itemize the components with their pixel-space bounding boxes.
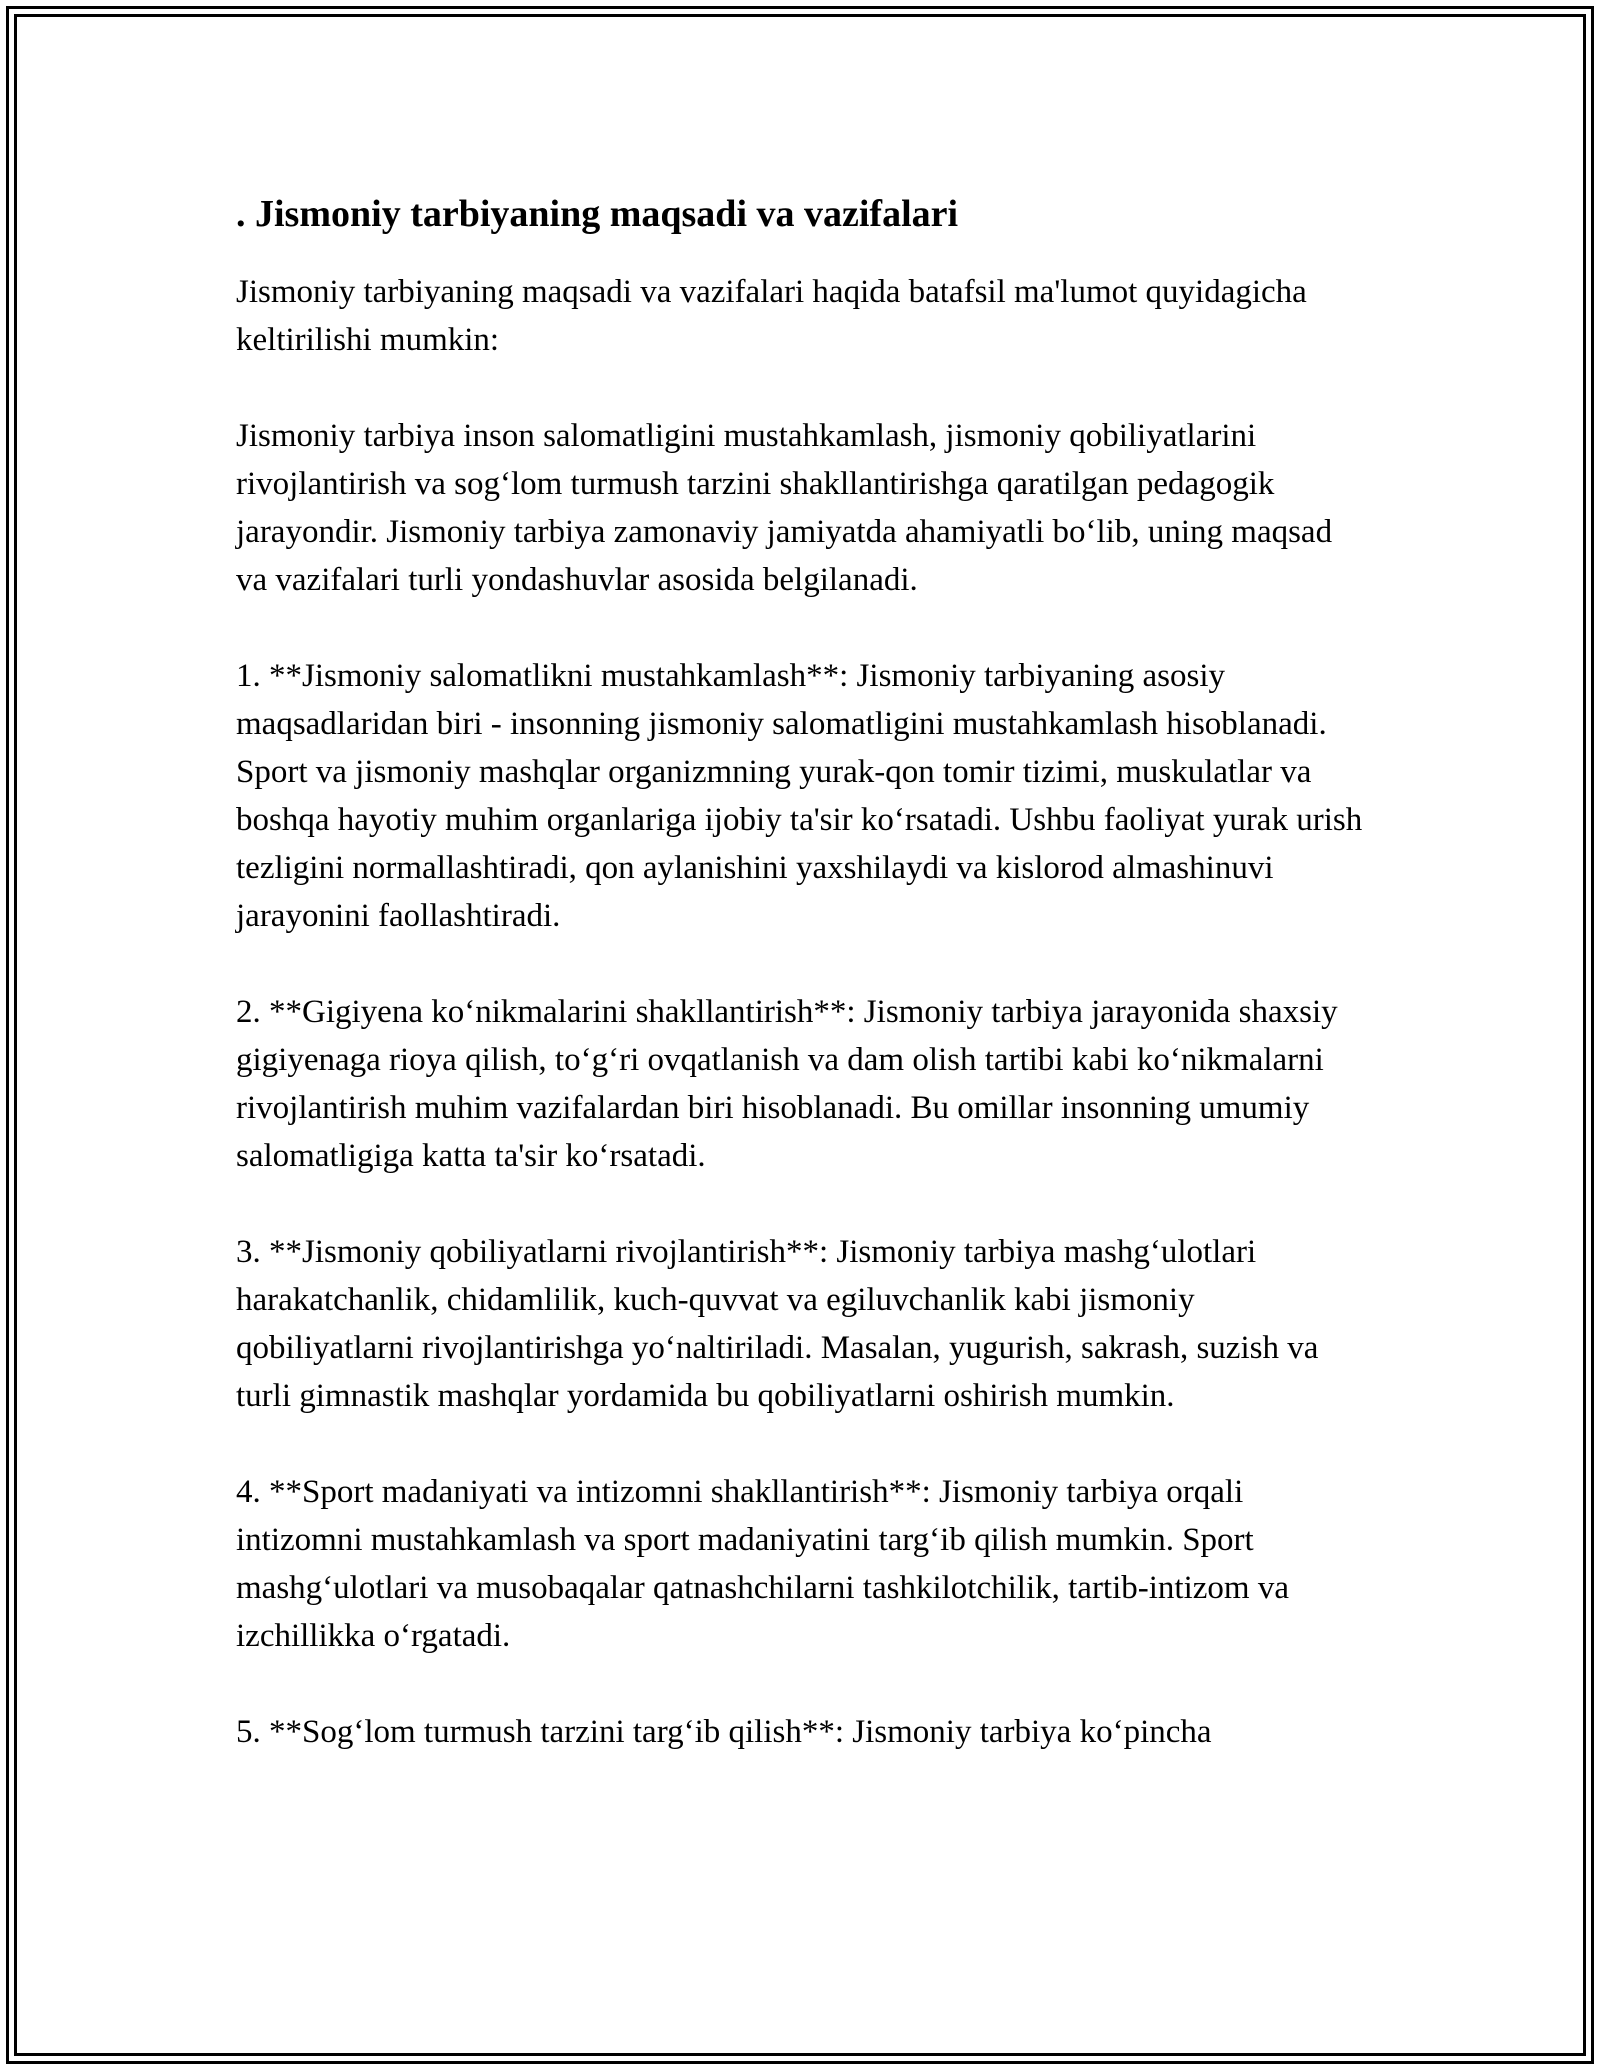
list-item-2: 2. **Gigiyena ko‘nikmalarini shakllantirish**: Jismoniy tarbiya jarayonida shaxsiy gigiyenaga rioya qilish, to‘g‘ri ovqatlanish va dam olish tartibi kabi ko‘nikmalarni rivojlantirish muhim vazifalardan biri hisoblanadi. Bu omillar insonning umumiy salomatligiga katta ta'sir ko‘rsatadi.: [236, 994, 1338, 1174]
list-item-1: 1. **Jismoniy salomatlikni mustahkamlash**: Jismoniy tarbiyaning asosiy maqsadlaridan biri - insonning jismoniy salomatligini mustahkamlash hisoblanadi. Sport va jismoniy mashqlar organizmning yurak-qon tomir tizimi, muskulatlar va boshqa hayotiy muhim organlariga ijobiy ta'sir ko‘rsatadi. Ushbu faoliyat yurak urish tezligini normallashtiradi, qon aylanishini yaxshilaydi va kislorod almashinuvi jarayonini faollashtiradi.: [236, 658, 1363, 934]
document-title: . Jismoniy tarbiyaning maqsadi va vazifalari: [236, 193, 959, 235]
list-item-4: 4. **Sport madaniyati va intizomni shakllantirish**: Jismoniy tarbiya orqali intizomni mustahkamlash va sport madaniyatini targ‘ib qilish mumkin. Sport mashg‘ulotlari va musobaqalar qatnashchilarni tashkilotchilik, tartib-intizom va izchillikka o‘rgatadi.: [236, 1474, 1289, 1654]
list-item-3: 3. **Jismoniy qobiliyatlarni rivojlantirish**: Jismoniy tarbiya mashg‘ulotlari harakatchanlik, chidamlilik, kuch-quvvat va egiluvchanlik kabi jismoniy qobiliyatlarni rivojlantirishga yo‘naltiriladi. Masalan, yugurish, sakrash, suzish va turli gimnastik mashqlar yordamida bu qobiliyatlarni oshirish mumkin.: [236, 1234, 1319, 1414]
list-item-5: 5. **Sog‘lom turmush tarzini targ‘ib qilish**: Jismoniy tarbiya ko‘pincha: [236, 1714, 1212, 1750]
document-body: [236, 186, 1366, 1804]
definition-paragraph: Jismoniy tarbiya inson salomatligini mustahkamlash, jismoniy qobiliyatlarini rivojlantirish va sog‘lom turmush tarzini shakllantirishga qaratilgan pedagogik jarayondir. Jismoniy tarbiya zamonaviy jamiyatda ahamiyatli bo‘lib, uning maqsad va vazifalari turli yondashuvlar asosida belgilanadi.: [236, 418, 1333, 598]
intro-paragraph: Jismoniy tarbiyaning maqsadi va vazifalari haqida batafsil ma'lumot quyidagicha keltirilishi mumkin:: [236, 274, 1307, 358]
